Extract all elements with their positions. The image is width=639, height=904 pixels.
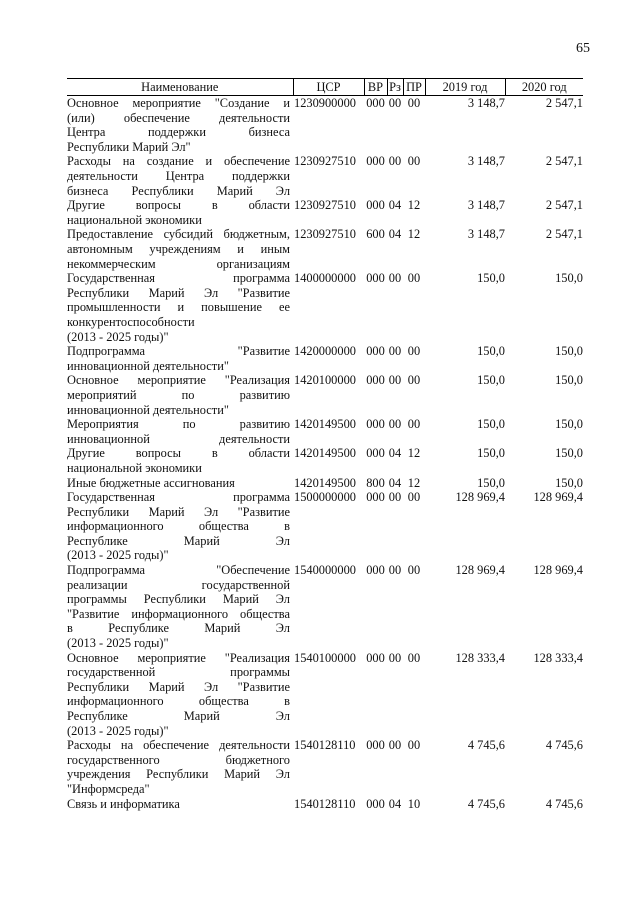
row-csr: 1420149500: [294, 417, 356, 432]
row-amount-2019: 3 148,7: [467, 96, 505, 110]
row-pr: 00: [407, 373, 421, 388]
row-name: [67, 476, 293, 491]
row-vr: 000: [366, 738, 385, 753]
row-amount-2019: 150,0: [477, 417, 505, 432]
row-rz: 00: [388, 738, 402, 753]
row-csr: 1230927510: [294, 227, 356, 242]
row-name-line: Республики Марий Эл "Развитие: [67, 679, 290, 694]
row-amount-2020: 4 745,6: [545, 796, 583, 811]
row-name-line: информационного общества в: [67, 694, 290, 709]
header-pr: ПР: [403, 79, 425, 96]
header-2020: 2020 год: [505, 79, 583, 96]
row-amount-2020: 128 969,4: [533, 563, 583, 578]
row-name-line: некоммерческим организациям: [67, 256, 290, 271]
row-name-line: Республики Марий Эл": [67, 139, 191, 154]
row-name: [67, 96, 293, 155]
row-name-line: Другие вопросы в области: [67, 446, 290, 461]
table-row: [67, 738, 583, 796]
row-pr: 00: [407, 417, 421, 432]
row-amount-2019: 150,0: [477, 475, 505, 490]
row-pr: 00: [407, 650, 421, 665]
row-csr: 1230927510: [294, 154, 356, 169]
row-pr: 12: [407, 227, 421, 242]
row-name-line: Мероприятия по развитию: [67, 417, 290, 432]
row-rz: 00: [388, 563, 402, 578]
table-row: [67, 563, 583, 651]
row-vr: 000: [366, 417, 385, 432]
row-name-line: информационного общества в: [67, 519, 290, 534]
row-rz: 04: [388, 796, 402, 811]
row-name-line: реализации государственной: [67, 577, 290, 592]
row-name-line: "Развитие информационного общества: [67, 606, 290, 621]
row-name: [67, 227, 293, 271]
row-amount-2020: 128 969,4: [533, 490, 583, 505]
row-vr: 000: [366, 490, 385, 505]
row-name-line: Республики Марий Эл "Развитие: [67, 504, 290, 519]
row-name-line: Расходы на создание и обеспечение: [67, 154, 290, 169]
table-body: [67, 96, 583, 812]
row-vr: 000: [366, 271, 385, 286]
row-name-line: Центра поддержки бизнеса: [67, 125, 290, 140]
row-name-line: (2013 - 2025 годы)": [67, 723, 169, 738]
row-vr: 000: [366, 198, 385, 213]
row-name-line: Связь и информатика: [67, 796, 180, 811]
row-rz: 04: [388, 227, 402, 242]
row-csr: 1400000000: [294, 271, 356, 286]
row-amount-2020: 150,0: [555, 344, 583, 359]
row-amount-2020: 2 547,1: [545, 227, 583, 242]
row-rz: 04: [388, 475, 402, 490]
row-rz: 04: [388, 446, 402, 461]
row-name-line: инновационной деятельности": [67, 358, 229, 373]
row-name-line: Основное мероприятие "Реализация: [67, 373, 290, 388]
row-name-line: национальной экономики: [67, 212, 202, 227]
row-name: [67, 797, 293, 812]
row-csr: 1230927510: [294, 198, 356, 213]
row-vr: 000: [366, 446, 385, 461]
row-vr: 800: [366, 475, 385, 490]
row-amount-2019: 150,0: [477, 271, 505, 286]
row-name-line: Расходы на обеспечение деятельности: [67, 738, 290, 753]
row-amount-2020: 150,0: [555, 475, 583, 490]
row-name: [67, 738, 293, 796]
row-pr: 00: [407, 563, 421, 578]
row-amount-2019: 128 969,4: [455, 490, 505, 505]
row-name-line: "Информсреда": [67, 782, 150, 797]
row-csr: 1540128110: [294, 796, 356, 811]
row-name-line: инновационной деятельности: [67, 431, 290, 446]
row-amount-2020: 150,0: [555, 373, 583, 388]
row-amount-2019: 150,0: [477, 344, 505, 359]
row-vr: 000: [366, 563, 385, 578]
row-amount-2020: 2 547,1: [545, 154, 583, 169]
row-amount-2019: 128 333,4: [455, 650, 505, 665]
row-amount-2019: 150,0: [477, 446, 505, 461]
row-name: [67, 198, 293, 227]
row-name: [67, 271, 293, 344]
row-name-line: мероприятий по развитию: [67, 387, 290, 402]
row-amount-2020: 150,0: [555, 446, 583, 461]
row-name-line: промышленности и повышение ее: [67, 300, 290, 315]
row-vr: 600: [366, 227, 385, 242]
table-row: [67, 476, 583, 491]
row-name-line: Основное мероприятие "Создание и: [67, 96, 290, 110]
row-name: [67, 154, 293, 198]
row-amount-2020: 150,0: [555, 271, 583, 286]
row-name: [67, 446, 293, 475]
row-pr: 00: [407, 271, 421, 286]
row-amount-2019: 150,0: [477, 373, 505, 388]
row-csr: 1540000000: [294, 563, 356, 578]
row-name-line: Подпрограмма "Обеспечение: [67, 563, 290, 578]
row-name-line: программы Республики Марий Эл: [67, 592, 290, 607]
row-amount-2020: 2 547,1: [545, 198, 583, 213]
row-name: [67, 651, 293, 739]
row-name-line: Республики Марий Эл "Развитие: [67, 285, 290, 300]
row-name-line: инновационной деятельности": [67, 402, 229, 417]
row-name-line: бизнеса Республики Марий Эл: [67, 183, 290, 198]
row-vr: 000: [366, 796, 385, 811]
row-name-line: (или) обеспечение деятельности: [67, 110, 290, 125]
row-amount-2020: 128 333,4: [533, 650, 583, 665]
row-rz: 00: [388, 417, 402, 432]
row-pr: 10: [407, 796, 421, 811]
row-rz: 00: [388, 271, 402, 286]
table-row: [67, 490, 583, 563]
table-row: [67, 373, 583, 417]
row-rz: 00: [388, 154, 402, 169]
row-amount-2019: 4 745,6: [467, 738, 505, 753]
row-pr: 12: [407, 446, 421, 461]
row-csr: 1420100000: [294, 373, 356, 388]
header-vr: ВР: [364, 79, 387, 96]
row-amount-2020: 150,0: [555, 417, 583, 432]
budget-table: [67, 78, 583, 811]
row-amount-2019: 3 148,7: [467, 227, 505, 242]
row-csr: 1420149500: [294, 475, 356, 490]
row-vr: 000: [366, 373, 385, 388]
row-pr: 12: [407, 198, 421, 213]
table-row: [67, 797, 583, 812]
table-row: [67, 227, 583, 271]
row-name-line: Республике Марий Эл: [67, 709, 290, 724]
row-csr: 1420000000: [294, 344, 356, 359]
page-number: 65: [576, 41, 590, 56]
row-rz: 00: [388, 373, 402, 388]
row-pr: 12: [407, 475, 421, 490]
row-rz: 00: [388, 96, 402, 110]
row-name: [67, 344, 293, 373]
row-csr: 1540128110: [294, 738, 356, 753]
row-vr: 000: [366, 154, 385, 169]
row-amount-2019: 3 148,7: [467, 198, 505, 213]
row-name: [67, 490, 293, 563]
row-name: [67, 373, 293, 417]
row-name-line: автономным учреждениям и иным: [67, 241, 290, 256]
row-name-line: Подпрограмма "Развитие: [67, 344, 290, 359]
table-header-row: [67, 79, 583, 96]
row-name-line: Другие вопросы в области: [67, 198, 290, 213]
row-amount-2019: 4 745,6: [467, 796, 505, 811]
table-row: [67, 154, 583, 198]
row-pr: 00: [407, 738, 421, 753]
row-csr: 1500000000: [294, 490, 356, 505]
row-amount-2020: 2 547,1: [545, 96, 583, 110]
row-name-line: деятельности Центра поддержки: [67, 168, 290, 183]
row-csr: 1420149500: [294, 446, 356, 461]
row-name-line: государственного бюджетного: [67, 752, 290, 767]
row-vr: 000: [366, 650, 385, 665]
header-2019: 2019 год: [425, 79, 505, 96]
row-name-line: Республике Марий Эл: [67, 533, 290, 548]
row-rz: 04: [388, 198, 402, 213]
row-rz: 00: [388, 490, 402, 505]
row-name-line: (2013 - 2025 годы)": [67, 548, 169, 563]
row-rz: 00: [388, 650, 402, 665]
header-rz: Рз: [387, 79, 403, 96]
row-name: [67, 563, 293, 651]
table-row: [67, 344, 583, 373]
table-row: [67, 446, 583, 475]
row-amount-2019: 128 969,4: [455, 563, 505, 578]
row-name: [67, 417, 293, 446]
row-rz: 00: [388, 344, 402, 359]
row-pr: 00: [407, 344, 421, 359]
row-vr: 000: [366, 344, 385, 359]
row-name-line: конкурентоспособности: [67, 314, 195, 329]
row-name-line: Основное мероприятие "Реализация: [67, 650, 290, 665]
row-pr: 00: [407, 96, 421, 110]
table-row: [67, 417, 583, 446]
row-name-line: Государственная программа: [67, 271, 290, 286]
row-name-line: в Республике Марий Эл: [67, 621, 290, 636]
row-pr: 00: [407, 154, 421, 169]
row-name-line: национальной экономики: [67, 460, 202, 475]
table-row: [67, 271, 583, 344]
row-name-line: Предоставление субсидий бюджетным,: [67, 227, 290, 242]
row-amount-2019: 3 148,7: [467, 154, 505, 169]
table-row: [67, 198, 583, 227]
header-csr: ЦСР: [293, 79, 364, 96]
table-row: [67, 96, 583, 155]
row-name-line: государственной программы: [67, 665, 290, 680]
row-amount-2020: 4 745,6: [545, 738, 583, 753]
table-row: [67, 651, 583, 739]
row-name-line: учреждения Республики Марий Эл: [67, 767, 290, 782]
row-pr: 00: [407, 490, 421, 505]
row-name-line: Иные бюджетные ассигнования: [67, 475, 235, 490]
row-csr: 1230900000: [294, 96, 356, 110]
row-csr: 1540100000: [294, 650, 356, 665]
row-name-line: (2013 - 2025 годы)": [67, 636, 169, 651]
header-name: Наименование: [67, 79, 293, 96]
row-name-line: (2013 - 2025 годы)": [67, 329, 169, 344]
row-vr: 000: [366, 96, 385, 110]
row-name-line: Государственная программа: [67, 490, 290, 505]
